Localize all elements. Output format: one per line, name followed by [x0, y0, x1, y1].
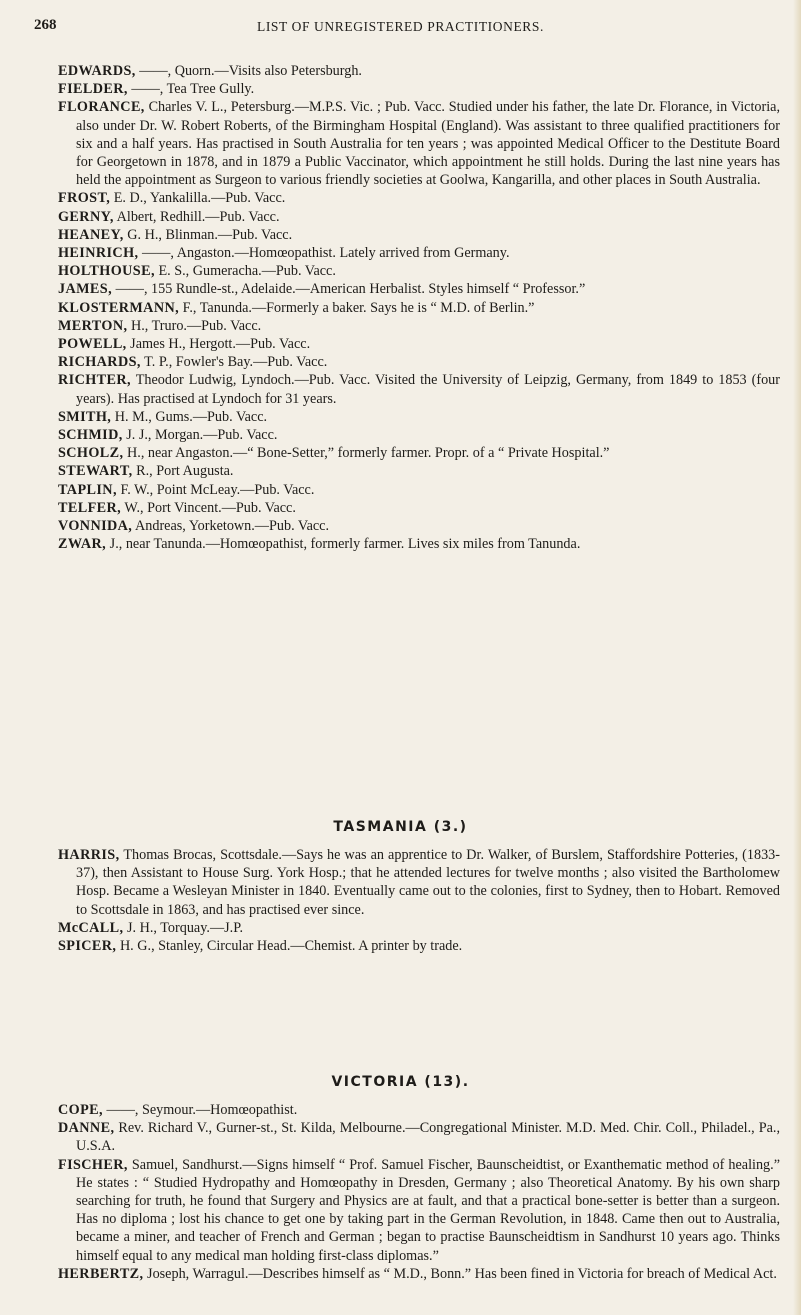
- victoria-list: [58, 1101, 780, 1283]
- list-item: [58, 317, 780, 335]
- list-item: [58, 408, 780, 426]
- practitioner-name: HERBERTZ,: [58, 1265, 144, 1282]
- practitioner-details: J. H., Torquay.—J.P.: [123, 919, 244, 936]
- practitioner-details: H. G., Stanley, Circular Head.—Chemist. A printer by trade.: [116, 938, 463, 955]
- practitioner-name: ZWAR,: [58, 536, 107, 553]
- list-item: [58, 462, 780, 480]
- list-item: [58, 1156, 780, 1265]
- practitioner-details: J. J., Morgan.—Pub. Vacc.: [122, 427, 278, 444]
- practitioner-name: DANNE,: [58, 1120, 115, 1137]
- practitioner-details: ——, Seymour.—Homœopathist.: [102, 1102, 298, 1118]
- practitioner-details: H. M., Gums.—Pub. Vacc.: [111, 408, 268, 425]
- page-number: 268: [34, 17, 57, 33]
- practitioner-details: Samuel, Sandhurst.—Signs himself “ Prof. Samuel Fischer, Baunscheidtist, or Exanthematic method of healing.” He states : “ Studied Hydropathy and Homœopathy in Dresden, Germany ; also Theoretical Anatomy. By his own sharp searching for truth, he found that Surgery and Physics are at fault, and that a practical bone-setter is better than a surgeon. Has no diploma ; lost his chance to get one by taking part in the German Revolution, in 1848. Came then out to Australia, became a miner, and teacher of French and German ; began to practise Baunscheidtism in Sandhurst 10 years ago. Thinks himself equal to any medical man holding first-class diplomas.”: [76, 1156, 780, 1264]
- practitioner-name: JAMES,: [58, 281, 113, 298]
- list-item: [58, 299, 780, 317]
- practitioner-name: FROST,: [58, 190, 111, 207]
- practitioner-details: F., Tanunda.—Formerly a baker. Says he is “ M.D. of Berlin.”: [179, 299, 535, 316]
- list-item: [58, 444, 780, 462]
- list-item: [58, 426, 780, 444]
- practitioner-details: ——, Quorn.—Visits also Petersburgh.: [135, 63, 362, 79]
- practitioner-name: SCHMID,: [58, 427, 123, 444]
- practitioner-details: Thomas Brocas, Scottsdale.—Says he was an apprentice to Dr. Walker, of Burslem, Staffordshire Potteries, (1833-37), then Assistant to House Surg. York Hosp.; that he attended lectures for twelve months ; also visited the Bartholomew Hosp. Became a Wesleyan Minister in 1840. Eventually came out to the colonies, first to Sydney, then to Hobart. Removed to Scottsdale in 1863, and has practised ever since.: [76, 847, 780, 918]
- practitioner-details: Charles V. L., Petersburg.—M.P.S. Vic. ; Pub. Vacc. Studied under his father, the late Dr. Florance, in Victoria, also under Dr. W. Robert Roberts, of the Birmingham Hospital (England). Was assistant to three qualified practitioners for six and a half years. Has practised in South Australia for ten years ; was appointed Medical Officer to the Destitute Board for Georgetown in 1878, and in 1879 a Public Vaccinator, which appointment he still holds. During the last nine years has held the appointment as Surgeon to various friendly societies at Goolwa, Kangarilla, and other places in South Australia.: [76, 99, 780, 189]
- practitioner-name: KLOSTERMANN,: [58, 299, 180, 316]
- practitioner-name: TELFER,: [58, 499, 122, 516]
- practitioner-details: Albert, Redhill.—Pub. Vacc.: [113, 208, 280, 225]
- list-item: [58, 62, 780, 80]
- practitioner-name: TAPLIN,: [58, 481, 117, 498]
- practitioner-name: FIELDER,: [58, 81, 128, 98]
- practitioner-details: ——, Tea Tree Gully.: [127, 81, 255, 98]
- practitioner-details: G. H., Blinman.—Pub. Vacc.: [123, 226, 293, 243]
- list-item: [58, 535, 780, 553]
- practitioner-details: T. P., Fowler's Bay.—Pub. Vacc.: [140, 354, 328, 371]
- practitioner-name: SMITH,: [58, 408, 112, 425]
- running-head: LIST OF UNREGISTERED PRACTITIONERS.: [256, 19, 544, 34]
- list-item: [58, 80, 780, 98]
- practitioner-name: HARRIS,: [58, 847, 120, 863]
- victoria-heading: VICTORIA (13).: [331, 1074, 470, 1090]
- list-item: [58, 1101, 780, 1119]
- practitioner-details: H., near Angaston.—“ Bone-Setter,” formerly farmer. Propr. of a “ Private Hospital.”: [123, 445, 610, 462]
- list-item: [58, 371, 780, 407]
- list-item: [58, 244, 780, 262]
- practitioner-details: Theodor Ludwig, Lyndoch.—Pub. Vacc. Visited the University of Leipzig, Germany, from 1849 to 1853 (four years). Has practised at Lyndoch for 31 years.: [76, 372, 780, 407]
- practitioner-details: James H., Hergott.—Pub. Vacc.: [126, 336, 311, 353]
- practitioner-name: RICHTER,: [58, 372, 131, 389]
- practitioner-name: STEWART,: [58, 463, 133, 480]
- south-australia-list: [58, 62, 780, 553]
- list-item: [58, 226, 780, 244]
- list-item: [58, 1265, 780, 1283]
- practitioner-details: Andreas, Yorketown.—Pub. Vacc.: [132, 518, 330, 535]
- practitioner-details: R., Port Augusta.: [132, 463, 234, 480]
- practitioner-details: Joseph, Warragul.—Describes himself as “ M.D., Bonn.” Has been fined in Victoria for breach of Medical Act.: [143, 1265, 777, 1282]
- practitioner-details: ——, 155 Rundle-st., Adelaide.—American Herbalist. Styles himself “ Professor.”: [112, 281, 586, 298]
- list-item: [58, 937, 780, 955]
- list-item: [58, 499, 780, 517]
- practitioner-name: SPICER,: [58, 938, 117, 955]
- practitioner-name: FLORANCE,: [58, 99, 145, 116]
- list-item: [58, 280, 780, 298]
- practitioner-name: GERNY,: [58, 208, 114, 225]
- practitioner-details: H., Truro.—Pub. Vacc.: [127, 317, 262, 334]
- list-item: [58, 846, 780, 919]
- practitioner-name: RICHARDS,: [58, 354, 141, 371]
- practitioner-name: HEANEY,: [58, 226, 124, 243]
- tasmania-heading: TASMANIA (3.): [333, 819, 468, 835]
- practitioner-name: POWELL,: [58, 336, 127, 353]
- practitioner-details: J., near Tanunda.—Homœopathist, formerly farmer. Lives six miles from Tanunda.: [106, 536, 581, 553]
- practitioner-name: HEINRICH,: [58, 245, 139, 262]
- list-item: [58, 353, 780, 371]
- page-edge: [793, 0, 801, 1315]
- practitioner-details: W., Port Vincent.—Pub. Vacc.: [121, 499, 296, 516]
- list-item: [58, 481, 780, 499]
- list-item: [58, 98, 780, 189]
- practitioner-details: ——, Angaston.—Homœopathist. Lately arrived from Germany.: [138, 245, 510, 262]
- practitioner-name: FISCHER,: [58, 1156, 128, 1173]
- tasmania-list: [58, 846, 780, 955]
- practitioner-details: F. W., Point McLeay.—Pub. Vacc.: [116, 481, 315, 498]
- list-item: [58, 208, 780, 226]
- practitioner-name: SCHOLZ,: [58, 445, 124, 462]
- practitioner-name: MERTON,: [58, 317, 128, 334]
- practitioner-name: McCALL,: [58, 919, 124, 936]
- list-item: [58, 262, 780, 280]
- list-item: [58, 189, 780, 207]
- page-header: [0, 17, 801, 37]
- practitioner-name: VONNIDA,: [58, 518, 133, 535]
- practitioner-details: Rev. Richard V., Gurner-st., St. Kilda, Melbourne.—Congregational Minister. M.D. Med. Chir. Coll., Philadel., Pa., U.S.A.: [76, 1120, 780, 1155]
- practitioner-name: HOLTHOUSE,: [58, 263, 155, 280]
- list-item: [58, 517, 780, 535]
- list-item: [58, 919, 780, 937]
- practitioner-name: EDWARDS,: [58, 63, 136, 79]
- list-item: [58, 335, 780, 353]
- practitioner-details: E. D., Yankalilla.—Pub. Vacc.: [110, 190, 286, 207]
- list-item: [58, 1119, 780, 1155]
- practitioner-name: COPE,: [58, 1102, 103, 1118]
- practitioner-details: E. S., Gumeracha.—Pub. Vacc.: [154, 263, 336, 280]
